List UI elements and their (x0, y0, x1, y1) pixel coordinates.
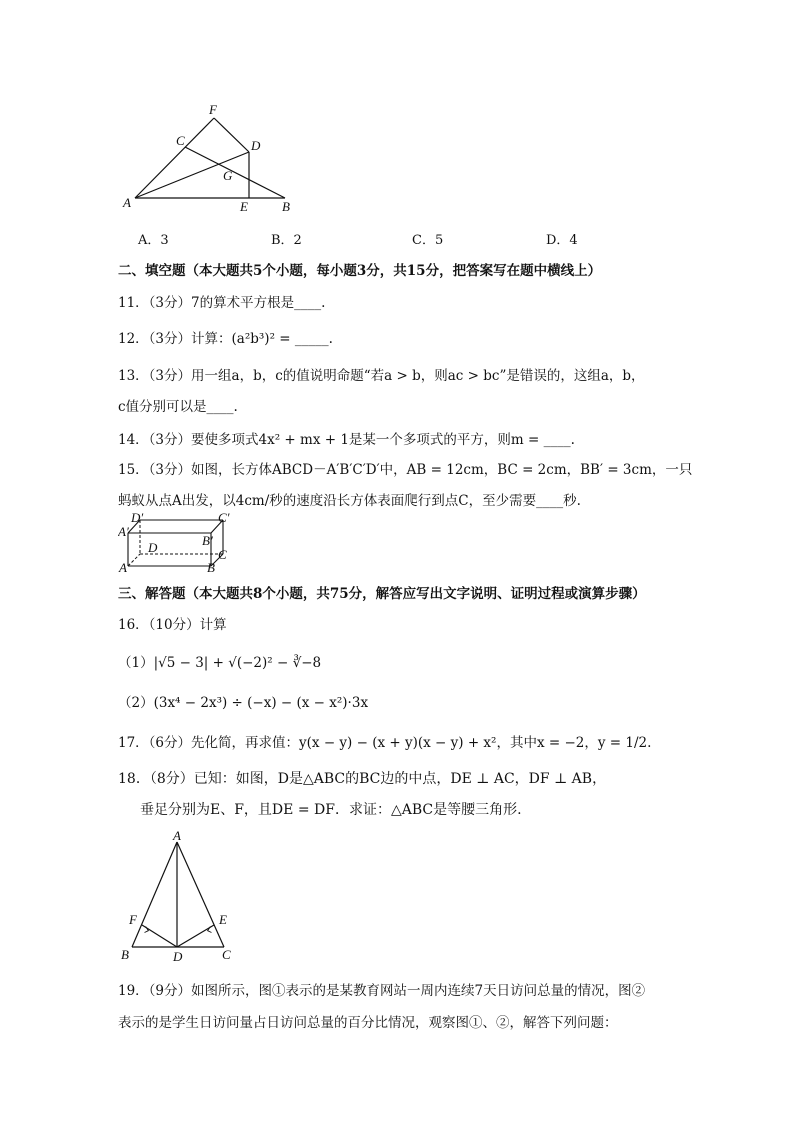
label-b-prime: B′ (202, 533, 213, 548)
option-d: D．4 (546, 233, 578, 248)
section-solution-title: 三、解答题（本大题共8个小题，共75分，解答应写出文字说明、证明过程或演算步骤） (118, 586, 646, 602)
question-14: 14．（3分）要使多项式4x² + mx + 1是某一个多项式的平方，则m = ____. (118, 432, 575, 448)
label-e: E (219, 912, 227, 927)
label-e: E (240, 199, 248, 214)
label-d: D (251, 138, 261, 153)
option-c: C．5 (412, 233, 444, 248)
figure-triangle-fcdgaeb (118, 100, 308, 215)
option-a: A．3 (138, 233, 169, 248)
label-c: C (218, 547, 227, 562)
label-d-prime: D′ (131, 511, 144, 525)
figure-cuboid (118, 511, 238, 575)
question-15-line2: 蚂蚁从点A出发，以4cm/秒的速度沿长方体表面爬行到点C，至少需要____秒. (118, 493, 581, 509)
question-19-line1: 19．（9分）如图所示，图①表示的是某教育网站一周内连续7天日访问总量的情况，图② (118, 983, 646, 999)
figure-isosceles-triangle (118, 828, 243, 966)
question-16-title: 16．（10分）计算 (118, 617, 227, 633)
question-19-line2: 表示的是学生日访问量占日访问总量的百分比情况，观察图①、②，解答下列问题： (118, 1015, 618, 1031)
segment-fd (214, 118, 249, 152)
label-b: B (121, 947, 129, 962)
question-17: 17．（6分）先化简，再求值：y(x − y) − (x + y)(x − y) + x²，其中x = −2，y = 1/2. (118, 735, 652, 751)
question-15-line1: 15．（3分）如图，长方体ABCD－A′B′C′D′中，AB = 12cm，BC = 2cm，BB′ = 3cm，一只 (118, 462, 693, 478)
label-f: F (209, 102, 217, 117)
question-13-line1: 13．（3分）用一组a，b，c的值说明命题“若a > b，则ac > bc”是错误的，这组a，b， (118, 368, 645, 384)
label-b: B (207, 560, 215, 575)
question-12: 12．（3分）计算：(a²b³)² = _____. (118, 331, 333, 347)
segment-af (135, 118, 214, 198)
label-a: A (173, 828, 181, 843)
label-g: G (223, 168, 233, 183)
label-d: D (173, 949, 183, 964)
label-c-prime: C′ (218, 511, 230, 525)
label-c: C (176, 133, 185, 148)
label-d: D (148, 540, 158, 555)
question-16-part1: （1）|√5 − 3| + √(−2)² − ∛−8 (118, 655, 322, 671)
question-18-line1: 18．（8分）已知：如图，D是△ABC的BC边的中点，DE ⊥ AC，DF ⊥ AB， (118, 771, 607, 787)
label-a: A (123, 195, 131, 210)
question-18-line2: 垂足分别为E、F，且DE = DF．求证：△ABC是等腰三角形. (140, 802, 522, 818)
segment-cb (185, 147, 285, 198)
question-13-line2: c值分别可以是____. (118, 399, 238, 415)
label-c: C (222, 947, 231, 962)
label-b: B (282, 199, 290, 214)
label-a: A (119, 560, 127, 575)
option-b: B．2 (271, 233, 302, 248)
section-fill-blank-title: 二、填空题（本大题共5个小题，每小题3分，共15分，把答案写在题中横线上） (118, 263, 602, 279)
question-16-part2: （2）(3x⁴ − 2x³) ÷ (−x) − (x − x²)·3x (118, 695, 369, 711)
label-f: F (129, 912, 137, 927)
question-11: 11．（3分）7的算术平方根是____. (118, 295, 326, 311)
label-a-prime: A′ (118, 524, 129, 539)
